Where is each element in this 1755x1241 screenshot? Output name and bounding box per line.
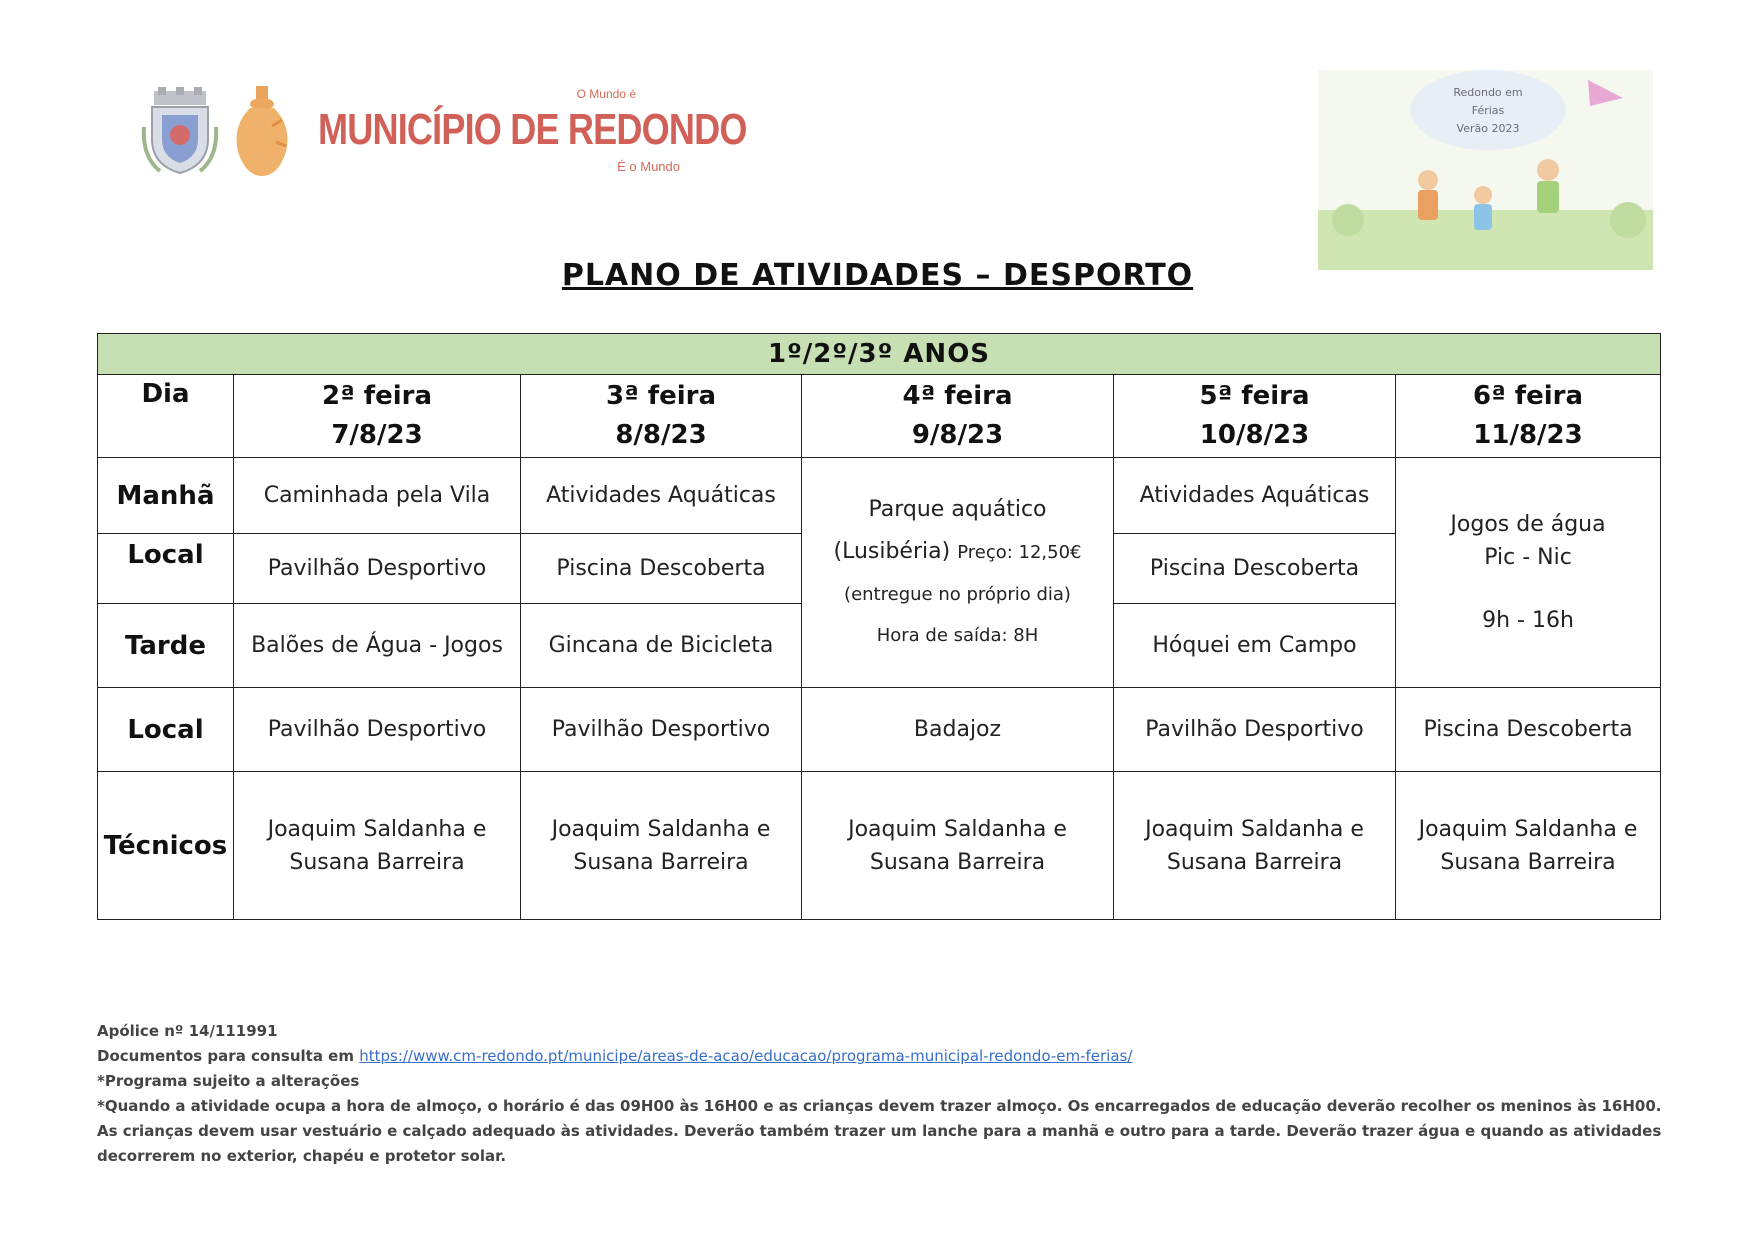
badge-line-2: Férias [1471,104,1505,117]
local1-mon: Pavilhão Desportivo [234,534,521,604]
wed-line-1: Parque aquático [868,497,1047,522]
tecnicos-thu: Joaquim Saldanha e Susana Barreira [1114,772,1396,920]
fri-line-2: Pic - Nic [1484,545,1572,570]
tarde-mon: Balões de Água - Jogos [234,604,521,688]
tecnicos-tue: Joaquim Saldanha e Susana Barreira [521,772,802,920]
brand-name: MUNICÍPIO DE REDONDO [318,105,747,154]
manha-mon: Caminhada pela Vila [234,458,521,534]
fri-line-3: 9h - 16h [1482,608,1574,633]
brand-tagline-bottom: É o Mundo [617,159,680,174]
coat-of-arms-icon [140,87,220,177]
local2-tue: Pavilhão Desportivo [521,688,802,772]
local2-fri: Piscina Descoberta [1396,688,1661,772]
day-header-mon: 2ª feira 7/8/23 [234,375,521,458]
tecnicos-fri: Joaquim Saldanha e Susana Barreira [1396,772,1661,920]
local1-thu: Piscina Descoberta [1114,534,1396,604]
day-header-wed: 4ª feira 9/8/23 [802,375,1114,458]
day-header-thu: 5ª feira 10/8/23 [1114,375,1396,458]
wed-line-2: (Lusibéria) Preço: 12,50€ [833,539,1082,564]
local1-tue: Piscina Descoberta [521,534,802,604]
tecnicos-mon: Joaquim Saldanha e Susana Barreira [234,772,521,920]
lunch-note: *Quando a atividade ocupa a hora de almoço, o horário é das 09H00 às 16H00 e as crianças devem trazer almoço. Os encarregados de educação deverão recolher os meninos às 16H00. As crianças devem usar vestuário e calçado adequado às atividades. Deverão também trazer um lanche para a manhã e outro para a tarde. Deverão trazer água e quando as atividades decorrerem no exterior, chapéu e protetor solar. [97,1097,1662,1165]
dia-label: Dia [98,375,234,458]
footer-notes [97,1019,1667,1169]
clay-jar-icon [232,86,292,178]
row-label-tecnicos: Técnicos [98,772,234,920]
subject-to-change-note: *Programa sujeito a alterações [97,1072,360,1090]
documents-line [97,1044,1667,1069]
page-title: PLANO DE ATIVIDADES – DESPORTO [561,258,1194,293]
wed-line-3: (entregue no próprio dia) [844,584,1071,605]
brand-tagline-top: O Mundo é [576,87,636,101]
documents-link[interactable]: https://www.cm-redondo.pt/municipe/areas-de-acao/educacao/programa-municipal-redondo-em-ferias/ [359,1047,1133,1065]
tarde-thu: Hóquei em Campo [1114,604,1396,688]
row-label-manha: Manhã [98,458,234,534]
fri-line-1: Jogos de água [1450,512,1606,537]
year-band: 1º/2º/3º ANOS [98,334,1661,375]
manha-tue: Atividades Aquáticas [521,458,802,534]
row-label-local-2: Local [98,688,234,772]
summer-badge-text [1428,84,1548,138]
day-header-fri: 6ª feira 11/8/23 [1396,375,1661,458]
day-header-tue: 3ª feira 8/8/23 [521,375,802,458]
documents-prefix: Documentos para consulta em [97,1047,354,1065]
row-label-tarde: Tarde [98,604,234,688]
tecnicos-wed: Joaquim Saldanha e Susana Barreira [802,772,1114,920]
fri-water-games-block [1396,458,1661,688]
brand-wordmark [318,87,747,177]
local2-thu: Pavilhão Desportivo [1114,688,1396,772]
row-label-local-1: Local [98,534,234,604]
insurance-policy: Apólice nº 14/111991 [97,1022,278,1040]
local2-wed: Badajoz [802,688,1114,772]
wed-aquatic-park-block [802,458,1114,688]
badge-line-3: Verão 2023 [1456,122,1520,135]
local2-mon: Pavilhão Desportivo [234,688,521,772]
badge-line-1: Redondo em [1453,86,1523,99]
activity-schedule-table [97,333,1661,920]
wed-line-4: Hora de saída: 8H [876,625,1039,646]
manha-thu: Atividades Aquáticas [1114,458,1396,534]
summer-holidays-badge [1318,70,1653,270]
municipality-logo [140,82,747,182]
tarde-tue: Gincana de Bicicleta [521,604,802,688]
